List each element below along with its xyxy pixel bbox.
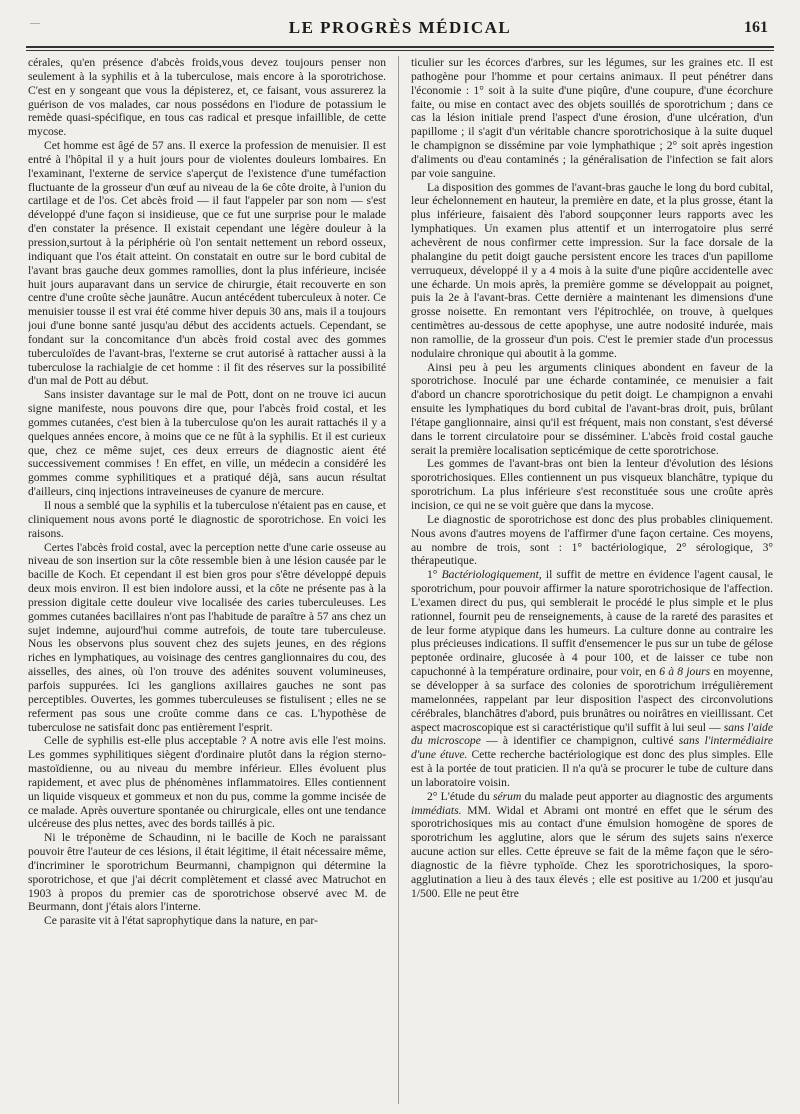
paragraph: La disposition des gommes de l'avant-bras gauche le long du bord cubital, leur échelonnement en hauteur, la première en date, et la plus grosse, étant la plus inférieure, faisaient dès l'abord soupçonner leurs rapports avec les lymphatiques. Un examen plus attentif et un interrogatoire plus serré achevèrent de nous confirmer cette impression. Sur la face dorsale de la phalangine du petit doigt gauche persistent encore les traces d'un papillome verruqueux, développé il y a 4 mois à la suite d'une piqûre accidentelle avec une écharde. Un mois après, la première gomme se développait au poignet, puis la 2e à l'avant-bras. Cette dernière a maintenant les dimensions d'une grosse noisette. En remontant vers l'épitrochlée, on trouve, à quelques centimètres au-dessous de cette apophyse, une autre nodosité indurée, mais non ramollie, de la grosseur d'un pois. C'est le premier stade d'un processus nodulaire chronique qui aboutit à la gomme. (411, 180, 773, 360)
paragraph: Sans insister davantage sur le mal de Pott, dont on ne trouve ici aucun signe manifeste, nous pouvons dire que, pour l'abcès froid costal, et les gommes cutanées, c'est bien à la tuberculose qu'on les aurait rattachés il y a quelques années encore, à moins que ce ne fût à la syphilis. Et il est curieux que, chez ce même sujet, ces deux erreurs de diagnostic aient été successivement commises ! En effet, en ville, un médecin a considéré les gommes comme syphilitiques et a pratiqué déjà, sans aucun résultat d'ailleurs, cinq injections intraveineuses de cyanure de mercure. (28, 388, 386, 499)
page-header (26, 14, 774, 44)
paragraph: Il nous a semblé que la syphilis et la tuberculose n'étaient pas en cause, et cliniquement nous avons porté le diagnostic de sporotrichose. En voici les raisons. (28, 499, 386, 540)
running-title: LE PROGRÈS MÉDICAL (288, 18, 512, 37)
bacterio-label: Bactériologiquement, (441, 568, 542, 582)
header-rule (26, 46, 774, 51)
paragraph: Celle de syphilis est-elle plus acceptable ? A notre avis elle l'est moins. Les gommes syphilitiques siègent d'ordinaire plutôt dans la région sterno-mastoïdienne, ou au niveau du membre inférieur. Elles évoluent plus rapidement, et avec plus de phénomènes inflammatoires. Elles contiennent un liquide visqueux et gommeux et non du pus, comme la gomme incisée de ce malade. Après ouverture spontanée ou chirurgicale, elles ont une tendance ulcéreuse des plus nettes, avec des bords taillés à pic. (28, 734, 386, 831)
paragraph: Le diagnostic de sporotrichose est donc des plus probables cliniquement. Nous avons d'autres moyens de l'affirmer d'une façon certaine. Ces moyens, au nombre de trois, sont : 1° bactériologique, 2° sérologique, 3° thérapeutique. (411, 512, 773, 568)
right-column (411, 56, 773, 1104)
paragraph-bacteriology: 1° Bactériologiquement, il suffit de mettre en évidence l'agent causal, le sporotrichum, pour pouvoir affirmer la nature sporotrichosique de l'affection. L'examen direct du pus, qui semblerait le procédé le plus simple et le plus rationnel, fournit peu de renseignements, à cause de la rareté des parasites et de leur forme atypique dans les humeurs. La culture donne au contraire les plus précieuses indications. Il suffit d'ensemencer le pus sur un tube de gélose peptonée ordinaire, glucosée à 4 pour 100, et de laisser ce tube non capuchonné à la température ordinaire, pour voir, en 6 à 8 jours en moyenne, se développer à sa surface des colonies de sporotrichum irrégulièrement mamelonnées, rappelant par leur disposition l'aspect des circonvolutions cérébrales, blanchâtres d'abord, puis brunâtres ou noirâtres en vieillissant. Cet aspect macroscopique est si caractéristique qu'il suffit à lui seul — sans l'aide du microscope — à identifier ce champignon, cultivé sans l'intermédiaire d'une étuve. Cette recherche bactériologique est donc des plus simples. Elle est à la portée de tout praticien. Il n'a qu'à se procurer le tube de culture dans un laboratoire voisin. (411, 568, 773, 789)
paragraph: cérales, qu'en présence d'abcès froids,vous devez toujours penser non seulement à la syphilis et à la tuberculose, mais encore à la sporotrichose. C'est en y songeant que vous la dépisterez, et, ce faisant, vous assurerez la guérison de vos malades, car nous possédons en l'iodure de potassium le remède quasi-spécifique, en tous cas radical et presque infaillible, de cette mycose. (28, 56, 386, 139)
paragraph: Les gommes de l'avant-bras ont bien la lenteur d'évolution des lésions sporotrichosiques. Elles contiennent un pus visqueux blanchâtre, typique du sporotrichum. La plus inférieure s'est reconstituée sous une croûte après incision, ce qui ne se voit guère que dans la mycose. (411, 457, 773, 512)
corner-mark: — (30, 18, 40, 29)
paragraph: Certes l'abcès froid costal, avec la perception nette d'une carie osseuse au niveau de son insertion sur la côte ressemble bien à une lésion causée par le bacille de Koch. Et cependant il est bien gros pour s'être développé depuis deux mois environ. Il est bien indolore aussi, et la côte ne présente pas à la pression digitale cette douleur vive localisée des caries tuberculeuses. Les gommes cutanées bacillaires n'ont pas l'habitude de paraître à 57 ans chez un sujet indemne, aujourd'hui comme autrefois, de toute tare tuberculeuse. Nous les observons plus souvent chez des sujets jeunes, en des régions riches en lymphatiques, au voisinage des centres ganglionnaires du cou, des aisselles, des aines, où l'on trouve des adénites souvent volumineuses, parfois suppurées. Ici les ganglions axillaires gauches ne sont pas perceptibles. Ouvertes, les gommes tuberculeuses se fistulisent ; elles ne se referment pas sous une croûte comme dans ce cas. L'hypothèse de tuberculose ne satisfait donc pas entièrement l'esprit. (28, 540, 386, 734)
paragraph: Ni le tréponème de Schaudinn, ni le bacille de Koch ne paraissant pouvoir être l'auteur de ces lésions, il était légitime, il était nécessaire même, d'incriminer le sporotrichum Beurmanni, champignon qui détermine la sporotrichose, et que j'ai décrit complètement et classé avec Matruchot en 1903 à propos du premier cas de sporotrichose observé avec M. de Beurmann, dont j'étais alors l'interne. (28, 831, 386, 914)
paragraph-serology: 2° L'étude du sérum du malade peut apporter au diagnostic des arguments immédiats. MM. Widal et Abrami ont montré en effet que le sérum des sporotrichosiques mis au contact d'une émulsion homogène de spores de sporotrichum les agglutine, alors que le sérum des sujets sains n'exerce aucune action sur elles. Cette épreuve se fait de la même façon que le séro-diagnostic de la fièvre typhoïde. Chez les sporotrichosiques, la sporo-agglutination a lieu à des taux élevés ; elle est positive au 1/200 et jusqu'au 1/500. Elle ne peut être (411, 789, 773, 900)
paragraph: Ainsi peu à peu les arguments cliniques abondent en faveur de la sporotrichose. Inoculé par une écharde contaminée, ce menuisier a fait d'abord un chancre sporotrichosique du petit doigt. Le champignon a envahi ensuite les lymphatiques du bord cubital de l'avant-bras droit, puis, brûlant l'étape ganglionnaire, ainsi qu'il est fréquent, mais non constant, s'est déversé dans le torrent circulatoire pour se disséminer. L'abcès froid costal gauche serait la première localisation septicémique de cette sporotrichose. (411, 360, 773, 457)
paragraph: Cet homme est âgé de 57 ans. Il exerce la profession de menuisier. Il est entré à l'hôpital il y a huit jours pour de violentes douleurs lombaires. En l'examinant, l'externe de service s'aperçut de l'existence d'une tuméfaction fluctuante de la grosseur d'un œuf au niveau de la 6e côte droite, à l'union du cartilage et de l'os. Cet abcès froid — il faut l'appeler par son nom — s'est développé d'une façon si insidieuse, que ce fut une surprise pour le malade d'en constater la présence. Il existait cependant une légère douleur à la pression,surtout à la périphérie où l'on sentait nettement un rebord osseux, indiquant que l'os était atteint. On constatait en outre sur le bord cubital de l'avant bras gauche deux gommes ramollies, dont la plus inférieure, incisée huit jours auparavant dans un service de chirurgie, était recouverte en son centre d'une croûte sèche jaunâtre. Aucun antécédent tuberculeux à noter. Ce menuisier tousse il est vrai été comme hiver depuis 30 ans, mais il a toujours joui d'une bonne santé jusqu'au début des accidents actuels. Cependant, se fondant sur la concomitance d'un abcès froid costal avec des gommes tuberculoïdes de l'avant-bras, l'externe se crut autorisé à rattacher aussi à la tuberculose la rachialgie de cet homme : il fit des réserves sur la possibilité d'un mal de Pott au début. (28, 139, 386, 388)
left-column (28, 56, 386, 1104)
paragraph: Ce parasite vit à l'état saprophytique dans la nature, en par- (44, 914, 318, 928)
column-divider (398, 56, 399, 1104)
paragraph: ticulier sur les écorces d'arbres, sur les légumes, sur les graines etc. Il est pathogène pour l'homme et pour certains animaux. Il peut pénétrer dans l'économie : 1° soit à la suite d'une piqûre, d'une coupure, d'une écorchure faite, ou mise en contact avec des objets souillés de sporotrichum ; dans ce cas la lésion initiale prend l'aspect d'une érosion, d'une ulcération, d'un papillome ; il s'agit d'un véritable chancre sporotrichosique à la suite duquel le champignon se dissémine par voie lymphathique ; 2° soit après ingestion d'aliments ou d'eau contaminés ; la généralisation de l'infection se fait alors par voie sanguine. (411, 56, 773, 180)
page-number: 161 (744, 19, 768, 36)
